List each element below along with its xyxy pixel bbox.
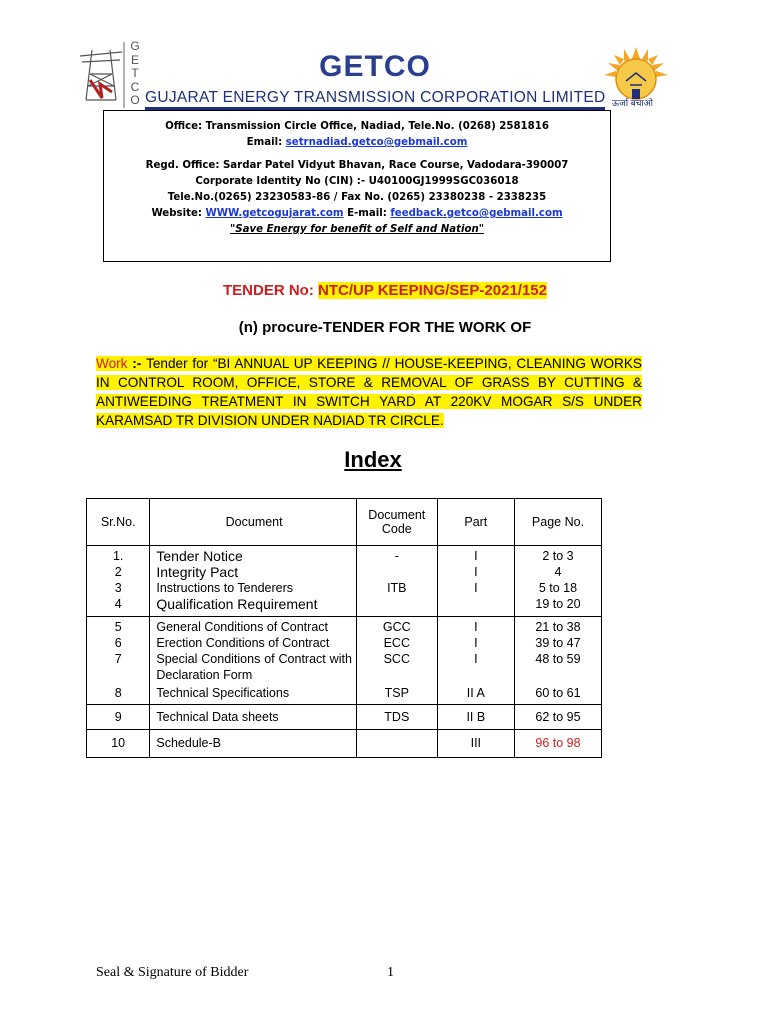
cell-page: 4	[514, 564, 601, 580]
cell-document: Qualification Requirement	[150, 596, 357, 617]
cell-part: III	[437, 730, 514, 758]
tele-fax: Tele.No.(0265) 23230583-86 / Fax No. (0265) 23380238 - 2338235	[167, 192, 547, 203]
index-title: Index	[344, 447, 402, 472]
cell-sr: 10	[87, 730, 150, 758]
cell-page: 60 to 61	[514, 685, 601, 705]
cell-document: Integrity Pact	[150, 564, 357, 580]
cell-document: Instructions to Tenderers	[150, 580, 357, 596]
office-info-box	[103, 110, 611, 262]
work-label: Work	[96, 356, 128, 371]
cell-document: Schedule-B	[150, 730, 357, 758]
cell-part: I	[437, 651, 514, 685]
tender-number-heading	[0, 282, 770, 299]
cell-sr: 1.	[87, 546, 150, 565]
cell-sr: 3	[87, 580, 150, 596]
seal-signature-label: Seal & Signature of Bidder	[96, 965, 249, 980]
cell-sr: 2	[87, 564, 150, 580]
cell-code: -	[356, 546, 437, 565]
logo-letter: O	[130, 93, 140, 107]
table-row	[87, 685, 602, 705]
feedback-email-link[interactable]: feedback.getco@gebmail.com	[390, 208, 563, 219]
cell-sr: 6	[87, 635, 150, 651]
cell-page: 19 to 20	[514, 596, 601, 617]
cell-part: I	[437, 580, 514, 596]
cell-sr: 4	[87, 596, 150, 617]
email-link[interactable]: setrnadiad.getco@gebmail.com	[285, 137, 468, 148]
email2-label: E-mail:	[343, 208, 391, 219]
cell-sr: 8	[87, 685, 150, 705]
cell-code	[356, 564, 437, 580]
cell-part: I	[437, 617, 514, 636]
tender-prefix: TENDER No:	[223, 282, 318, 299]
page-number: 1	[387, 965, 394, 980]
procure-heading: (n) procure-TENDER FOR THE WORK OF	[238, 319, 532, 336]
col-header-sr: Sr.No.	[87, 499, 150, 546]
hindi-tagline: ऊर्जा बचाओ	[612, 98, 653, 108]
corporation-name: GUJARAT ENERGY TRANSMISSION CORPORATION LIMITED	[145, 89, 606, 106]
cell-part	[437, 596, 514, 617]
table-row	[87, 580, 602, 596]
email-label: Email:	[246, 137, 286, 148]
cell-page: 48 to 59	[514, 651, 601, 685]
brand-name: GETCO	[319, 50, 431, 83]
office-address: Office: Transmission Circle Office, Nadiad, Tele.No. (0268) 2581816	[165, 121, 549, 132]
logo-letter: T	[131, 66, 139, 80]
cell-code: TDS	[356, 705, 437, 730]
col-header-document: Document	[150, 499, 357, 546]
cell-sr: 7	[87, 651, 150, 685]
cell-page: 5 to 18	[514, 580, 601, 596]
table-row	[87, 617, 602, 636]
cell-code: SCC	[356, 651, 437, 685]
index-table	[86, 498, 602, 758]
slogan: "Save Energy for benefit of Self and Nation"	[229, 224, 485, 235]
cell-page: 39 to 47	[514, 635, 601, 651]
col-header-part: Part	[437, 499, 514, 546]
table-row	[87, 651, 602, 685]
table-row	[87, 705, 602, 730]
tender-number: NTC/UP KEEPING/SEP-2021/152	[318, 282, 547, 299]
cell-sr: 9	[87, 705, 150, 730]
cell-code: ECC	[356, 635, 437, 651]
cell-part: I	[437, 564, 514, 580]
cell-code: TSP	[356, 685, 437, 705]
logo-letter: G	[130, 39, 140, 53]
website-link[interactable]: WWW.getcogujarat.com	[205, 208, 344, 219]
work-text: Tender for “BI ANNUAL UP KEEPING // HOUSE-KEEPING, CLEANING WORKS IN CONTROL ROOM, OFFICE, STORE & REMOVAL OF GRASS BY CUTTING & ANTIWEEDING TREATMENT IN SWITCH YARD AT 220KV MOGAR S/S UNDER KARAMSAD TR DIVISION UNDER NADIAD TR CIRCLE.	[96, 356, 642, 428]
cell-part: I	[437, 635, 514, 651]
cell-part: II A	[437, 685, 514, 705]
cell-document: Special Conditions of Contract with Declaration Form	[150, 651, 357, 685]
table-row	[87, 564, 602, 580]
cell-sr: 5	[87, 617, 150, 636]
cell-document: General Conditions of Contract	[150, 617, 357, 636]
work-separator: :-	[127, 356, 147, 371]
cell-part: II B	[437, 705, 514, 730]
cell-code	[356, 596, 437, 617]
cell-document: Tender Notice	[150, 546, 357, 565]
cell-code: ITB	[356, 580, 437, 596]
website-label: Website:	[151, 208, 206, 219]
cell-page: 21 to 38	[514, 617, 601, 636]
logo-letter: E	[130, 52, 139, 67]
cin-number: Corporate Identity No (CIN) :- U40100GJ1999SGC036018	[195, 176, 519, 187]
table-row	[87, 635, 602, 651]
regd-office: Regd. Office: Sardar Patel Vidyut Bhavan, Race Course, Vadodara-390007	[145, 160, 569, 171]
getco-left-logo	[72, 40, 142, 110]
website-line	[104, 208, 610, 219]
logo-letter: C	[130, 79, 140, 94]
cell-page: 96 to 98	[514, 730, 601, 758]
table-row	[87, 546, 602, 565]
table-row	[87, 596, 602, 617]
work-description	[96, 354, 642, 430]
cell-page: 62 to 95	[514, 705, 601, 730]
cell-part: I	[437, 546, 514, 565]
col-header-page: Page No.	[514, 499, 601, 546]
cell-page: 2 to 3	[514, 546, 601, 565]
table-row	[87, 730, 602, 758]
col-header-code: Document Code	[356, 499, 437, 546]
cell-code: GCC	[356, 617, 437, 636]
cell-document: Technical Specifications	[150, 685, 357, 705]
cell-document: Erection Conditions of Contract	[150, 635, 357, 651]
cell-code	[356, 730, 437, 758]
table-header-row	[87, 499, 602, 546]
office-email-line	[104, 137, 610, 148]
cell-document: Technical Data sheets	[150, 705, 357, 730]
